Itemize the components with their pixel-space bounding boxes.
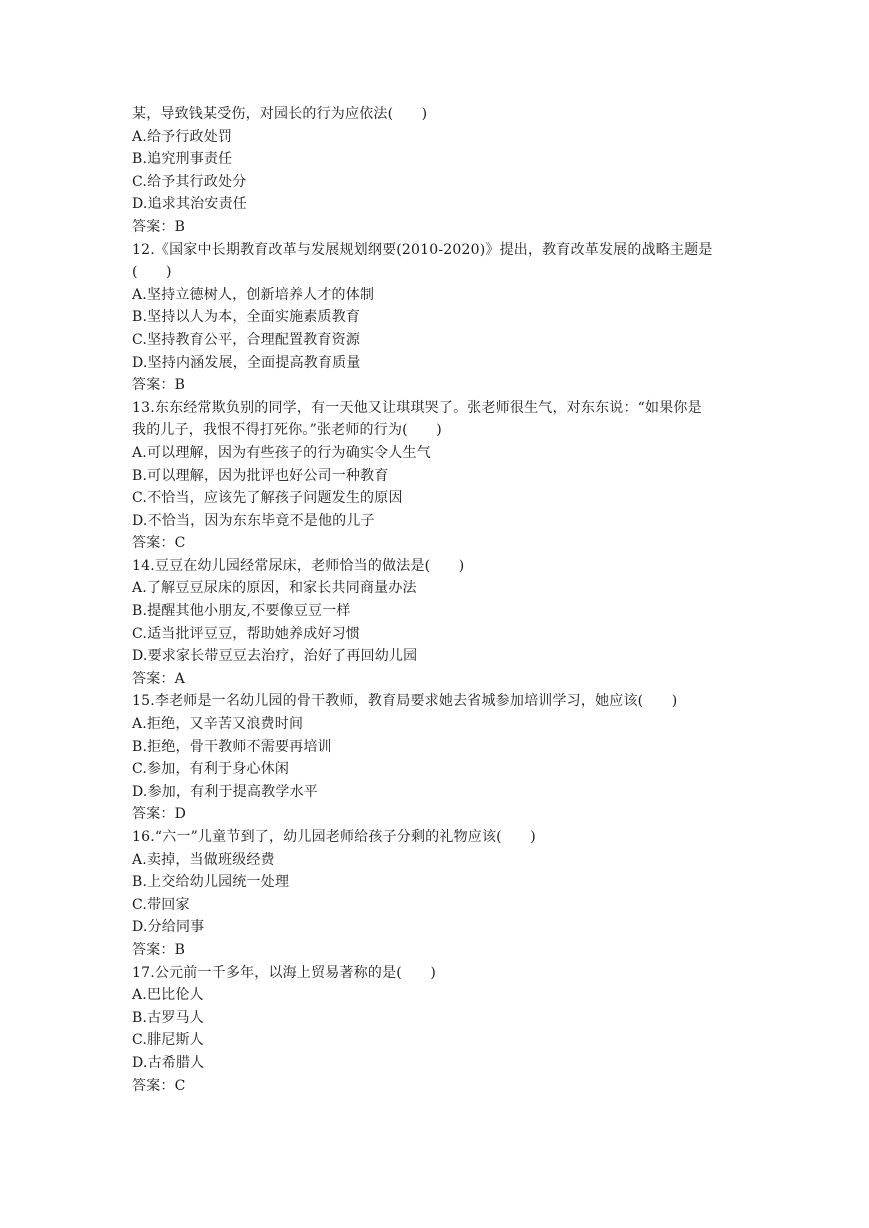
answer: 答案：A [132, 670, 185, 687]
question-stem: 17.公元前一千多年，以海上贸易著称的是( ) [132, 964, 436, 981]
option-b: B.古罗马人 [132, 1009, 204, 1026]
option-b: B.可以理解，因为批评也好公司一种教育 [132, 467, 389, 484]
option-d: D.分给同事 [132, 919, 205, 936]
option-c: C.坚持教育公平，合理配置教育资源 [132, 331, 361, 348]
option-d: D.不恰当，因为东东毕竟不是他的儿子 [132, 512, 375, 529]
question-stem: 14.豆豆在幼儿园经常尿床，老师恰当的做法是( ) [132, 557, 465, 574]
option-b: B.追究刑事责任 [132, 151, 233, 168]
option-c: C.适当批评豆豆，帮助她养成好习惯 [132, 625, 361, 642]
option-c: C.不恰当，应该先了解孩子问题发生的原因 [132, 490, 403, 507]
answer: 答案：B [132, 377, 186, 394]
question-13 [132, 397, 742, 555]
option-a: A.拒绝，又辛苦又浪费时间 [132, 716, 304, 733]
option-a: A.坚持立德树人，创新培养人才的体制 [132, 286, 375, 303]
option-b: B.拒绝，骨干教师不需要再培训 [132, 738, 332, 755]
answer: 答案：C [132, 535, 186, 552]
option-d: D.要求家长带豆豆去治疗，治好了再回幼儿园 [132, 648, 418, 665]
question-16 [132, 826, 742, 962]
question-15 [132, 690, 742, 826]
option-c: C.带回家 [132, 896, 190, 913]
question-stem: 15.李老师是一名幼儿园的骨干教师，教育局要求她去省城参加培训学习，她应该( ) [132, 693, 678, 710]
question-stem: 我的儿子，我恨不得打死你。”张老师的行为( ) [132, 422, 442, 439]
option-a: A.了解豆豆尿床的原因，和家长共同商量办法 [132, 580, 417, 597]
answer: 答案：B [132, 941, 186, 958]
question-continuation [132, 103, 742, 239]
option-d: D.追求其治安责任 [132, 196, 247, 213]
option-c: C.给予其行政处分 [132, 173, 247, 190]
option-b: B.提醒其他小朋友,不要像豆豆一样 [132, 603, 351, 620]
option-a: A.给予行政处罚 [132, 128, 233, 145]
option-d: D.参加，有利于提高教学水平 [132, 783, 318, 800]
option-c: C.腓尼斯人 [132, 1032, 204, 1049]
question-stem: 某，导致钱某受伤，对园长的行为应依法( ) [132, 106, 428, 122]
option-b: B.上交给幼儿园统一处理 [132, 874, 290, 891]
question-stem: 16.“六一”儿童节到了，幼儿园老师给孩子分剩的礼物应该( ) [132, 829, 536, 845]
answer: 答案：B [132, 218, 186, 235]
option-a: A.可以理解，因为有些孩子的行为确实令人生气 [132, 444, 431, 461]
option-c: C.参加，有利于身心休闲 [132, 761, 290, 778]
option-b: B.坚持以人为本，全面实施素质教育 [132, 309, 361, 326]
option-d: D.坚持内涵发展，全面提高教育质量 [132, 354, 361, 371]
option-d: D.古希腊人 [132, 1054, 205, 1071]
question-17 [132, 962, 742, 1098]
option-a: A.卖掉，当做班级经费 [132, 851, 275, 868]
option-a: A.巴比伦人 [132, 987, 204, 1004]
question-12 [132, 239, 742, 397]
answer: 答案：D [132, 806, 187, 823]
question-14 [132, 555, 742, 691]
question-stem: ( ) [132, 264, 172, 281]
question-stem: 12.《国家中长期教育改革与发展规划纲要(2010-2020)》提出，教育改革发展的战略主题是 [132, 241, 713, 258]
answer: 答案：C [132, 1077, 186, 1094]
document-page [132, 103, 742, 1097]
question-stem: 13.东东经常欺负别的同学，有一天他又让琪琪哭了。张老师很生气，对东东说：“如果你是 [132, 399, 702, 416]
